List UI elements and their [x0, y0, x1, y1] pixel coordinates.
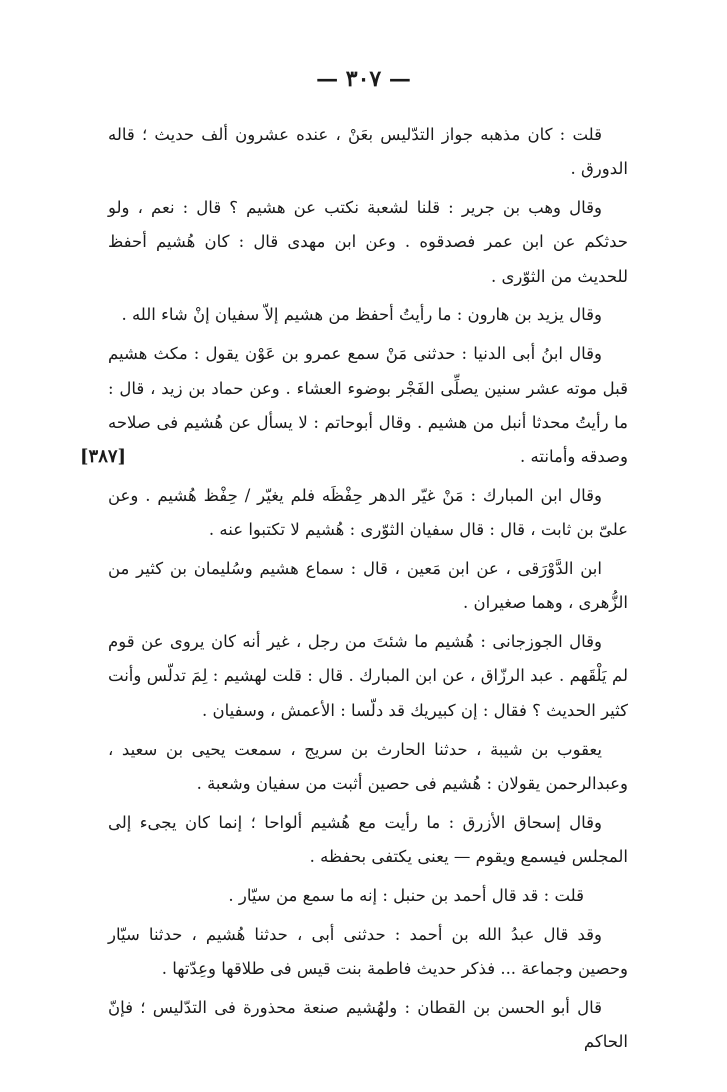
- paragraph: وقال وهب بن جرير : قلنا لشعبة نكتب عن هشيم ؟ قال : نعم ، ولو حدثكم عن ابن عمر فصدقوه . وعن ابن مهدى قال : كان هُشيم أحفظ للحديث من الثوّرى .: [108, 198, 628, 286]
- paragraph: وقد قال عبدُ الله بن أحمد : حدثنى أبى ، حدثنا هُشيم ، حدثنا سيّار وحصين وجماعة ... فذكر حديث فاطمة بنت قيس فى طلاقها وعِدّتها .: [108, 924, 628, 978]
- paragraph: وقال يزيد بن هارون : ما رأيتُ أحفظ من هشيم إلاّ سفيان إنْ شاء الله .: [121, 305, 602, 325]
- reference-marker: [٣٨٧]: [80, 446, 127, 467]
- paragraph: وقال الجوزجانى : هُشيم ما شئتَ من رجل ، غير أنه كان يروى عن قوم لم يَلْقَهم . عبد الرزّاق ، عن ابن المبارك . قال : قلت لهشيم : لِمَ تدلّس وأنت كثير الحديث ؟ فقال : إن كبيريك قد دلّسا : الأعمش ، وسفيان .: [108, 632, 628, 720]
- page-number: — ٣٠٧ —: [316, 66, 411, 92]
- paragraph: وقال ابن المبارك : مَنْ غيّر الدهر حِفْظَه فلم يغيّر / حِفْظ هُشيم . وعن علىّ بن ثابت ، قال : قال سفيان الثوّرى : هُشيم لا تكتبوا عنه .: [108, 485, 628, 540]
- paragraph: قلت : قد قال أحمد بن حنبل : إنه ما سمع من سيّار .: [228, 885, 584, 905]
- paragraph: وقال إسحاق الأزرق : ما رأيت مع هُشيم ألواحا ؛ إنما كان يجىء إلى المجلس فيسمع ويقوم — يعنى يكتفى بحفظه .: [108, 812, 628, 866]
- paragraph: ابن الدَّوْرَقى ، عن ابن مَعين ، قال : سماع هشيم وسُليمان بن كثير من الزُّهرى ، وهما صغيران .: [108, 559, 628, 613]
- paragraph: يعقوب بن شيبة ، حدثنا الحارث بن سريج ، سمعت يحيى بن سعيد ، وعبدالرحمن يقولان : هُشيم فى حصين أثبت من سفيان وشعبة .: [108, 739, 628, 793]
- paragraph: قلت : كان مذهبه جواز التدّليس بعَنْ ، عنده عشرون ألف حديث ؛ قاله الدورق .: [108, 125, 628, 179]
- main-text: [108, 118, 628, 1064]
- paragraph: وقال ابنُ أبى الدنيا : حدثنى مَنْ سمع عمرو بن عَوْن يقول : مكث هشيم قبل موته عشر سنين يصلِّى الفَجْر بوضوء العشاء . وعن حماد بن زيد ، قال : ما رأيتُ محدثا أنبل من هشيم . وقال أبوحاتم : لا يسأل عن هُشيم فى صلاحه وصدقه وأمانته .: [108, 344, 628, 467]
- paragraph: قال أبو الحسن بن القطان : ولهُشيم صنعة محذورة فى التدّليس ؛ فإنّ الحاكم: [108, 997, 628, 1051]
